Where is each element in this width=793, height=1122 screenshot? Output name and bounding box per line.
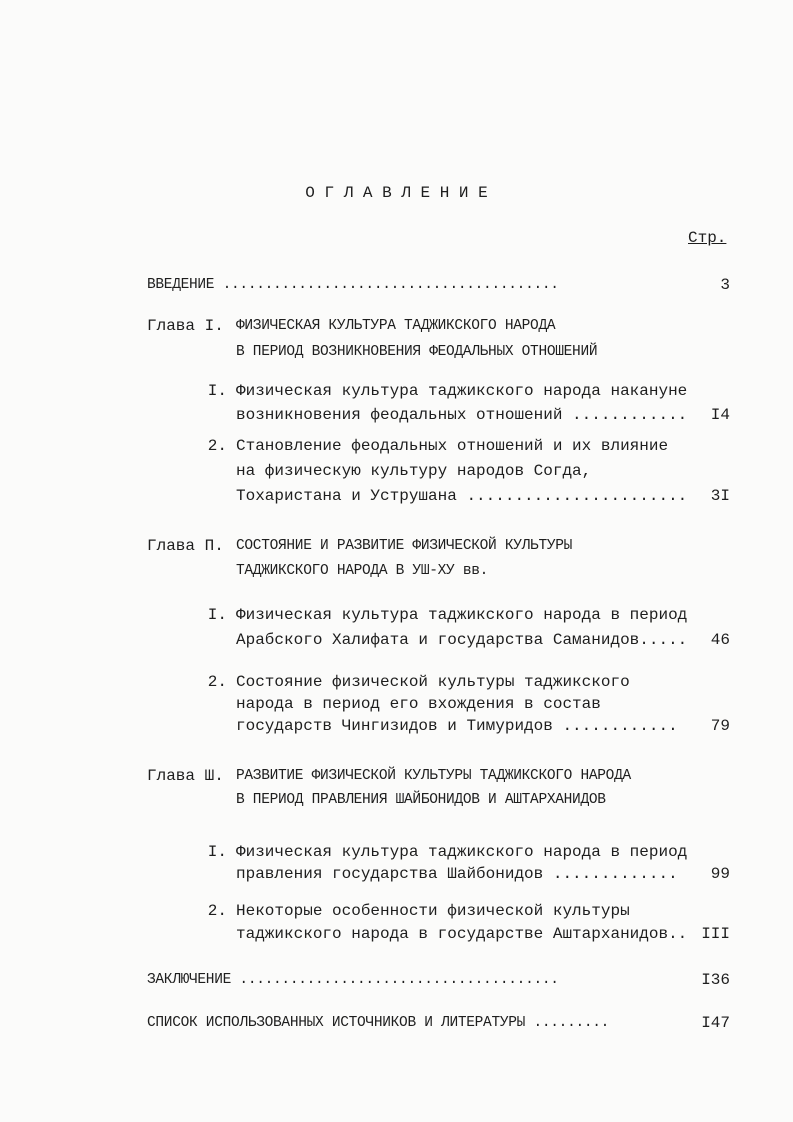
section-title-line: Состояние физической культуры таджикского bbox=[236, 673, 630, 691]
page-number: 3 bbox=[720, 276, 730, 294]
section-title-line: Физическая культура таджикского народа накануне bbox=[236, 382, 688, 400]
chapter-label: Глава П. bbox=[147, 537, 224, 555]
chapter-title-line: СОСТОЯНИЕ И РАЗВИТИЕ ФИЗИЧЕСКОЙ КУЛЬТУРЫ bbox=[236, 538, 573, 554]
chapter-title-line: В ПЕРИОД ПРАВЛЕНИЯ ШАЙБОНИДОВ И АШТАРХАНИДОВ bbox=[236, 792, 606, 808]
section-number: I. bbox=[207, 606, 227, 624]
section-number: I. bbox=[207, 843, 227, 861]
page-column-label: Стр. bbox=[688, 229, 727, 247]
toc-entry-intro: ВВЕДЕНИЕ ........................................ bbox=[147, 277, 559, 293]
section-title-line: Становление феодальных отношений и их влияние bbox=[236, 437, 669, 455]
chapter-label: Глава I. bbox=[147, 317, 224, 335]
page-number: I4 bbox=[710, 406, 730, 424]
chapter-title-line: ФИЗИЧЕСКАЯ КУЛЬТУРА ТАДЖИКСКОГО НАРОДА bbox=[236, 318, 556, 334]
section-title-line: народа в период его вхождения в состав bbox=[236, 695, 601, 713]
page-number: I36 bbox=[701, 971, 730, 989]
section-title-line: Физическая культура таджикского народа в период bbox=[236, 843, 688, 861]
section-title-line: таджикского народа в государстве Аштарханидов.. bbox=[236, 925, 688, 943]
section-title-line: Некоторые особенности физической культуры bbox=[236, 902, 630, 920]
page-number: 3I bbox=[710, 487, 730, 505]
section-title-line: на физическую культуру народов Согда, bbox=[236, 462, 592, 480]
page-number: III bbox=[701, 925, 730, 943]
section-title-line: Физическая культура таджикского народа в период bbox=[236, 606, 688, 624]
toc-entry-sources: СПИСОК ИСПОЛЬЗОВАННЫХ ИСТОЧНИКОВ И ЛИТЕРАТУРЫ ......... bbox=[147, 1015, 610, 1031]
page-number: 46 bbox=[710, 631, 730, 649]
section-number: 2. bbox=[207, 673, 227, 691]
toc-heading: О Г Л А В Л Е Н И Е bbox=[305, 184, 488, 202]
chapter-title-line: РАЗВИТИЕ ФИЗИЧЕСКОЙ КУЛЬТУРЫ ТАДЖИКСКОГО НАРОДА bbox=[236, 768, 631, 784]
section-number: I. bbox=[207, 382, 227, 400]
page-number: 99 bbox=[710, 865, 730, 883]
page-number: I47 bbox=[701, 1014, 730, 1032]
section-title-line: государств Чингизидов и Тимуридов ............ bbox=[236, 717, 678, 735]
chapter-title-line: В ПЕРИОД ВОЗНИКНОВЕНИЯ ФЕОДАЛЬНЫХ ОТНОШЕНИЙ bbox=[236, 344, 598, 360]
toc-entry-conclusion: ЗАКЛЮЧЕНИЕ ...................................... bbox=[147, 972, 559, 988]
page-number: 79 bbox=[710, 717, 730, 735]
section-title-line: возникновения феодальных отношений ............ bbox=[236, 406, 688, 424]
section-number: 2. bbox=[207, 437, 227, 455]
chapter-title-line: ТАДЖИКСКОГО НАРОДА В УШ-ХУ вв. bbox=[236, 563, 489, 579]
chapter-label: Глава Ш. bbox=[147, 767, 224, 785]
section-number: 2. bbox=[207, 902, 227, 920]
section-title-line: Арабского Халифата и государства Саманидов..... bbox=[236, 631, 688, 649]
section-title-line: правления государства Шайбонидов ............. bbox=[236, 865, 678, 883]
section-title-line: Тохаристана и Уструшана ....................... bbox=[236, 487, 688, 505]
